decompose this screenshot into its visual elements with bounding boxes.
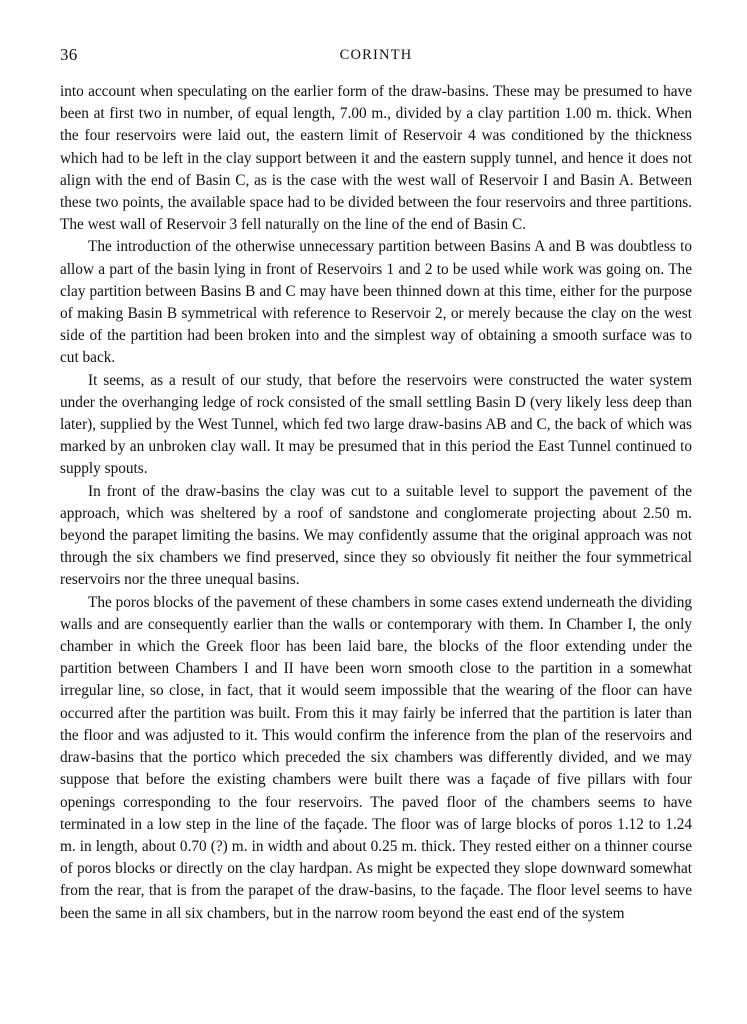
page-number: 36 <box>60 45 78 64</box>
running-title: CORINTH <box>339 47 413 63</box>
paragraph-partition-introduction: The introduction of the otherwise unnecessary partition between Basins A and B was doubtless to allow a part of the basin lying in front of Reservoirs 1 and 2 to be used while work was going on. The clay partition between Basins B and C may have been thinned down at this time, either for the purpose of making Basin B symmetrical with reference to Reservoir 2, or merely because the clay on the west side of the partition had been broken into and the simplest way of obtaining a smooth surface was to cut back. <box>60 238 692 367</box>
paragraph-study-conclusion: It seems, as a result of our study, that before the reservoirs were constructed the water system under the overhanging ledge of rock consisted of the small settling Basin D (very likely less deep than later), supplied by the West Tunnel, which fed two large draw-basins AB and C, the back of which was marked by an unbroken clay wall. It may be presumed that in this period the East Tunnel continued to supply spouts. <box>60 371 692 478</box>
page-header <box>60 44 692 68</box>
paragraph-approach: In front of the draw-basins the clay was cut to a suitable level to support the pavement of the approach, which was sheltered by a roof of sandstone and conglomerate projecting about 2.50 m. beyond the parapet limiting the basins. We may confidently assume that the original approach was not through the six chambers we find preserved, since they so obviously fit neither the four symmetrical reservoirs nor the three unequal basins. <box>60 482 692 589</box>
body-text <box>60 81 692 925</box>
paragraph-poros-blocks: The poros blocks of the pavement of these chambers in some cases extend underneath the dividing walls and are consequently earlier than the walls or contemporary with them. In Chamber I, the only chamber in which the Greek floor has been laid bare, the blocks of the floor extending under the partition between Chambers I and II have been worn smooth close to the partition in a somewhat irregular line, so close, in fact, that it would seem impossible that the wearing of the floor can have occurred after the partition was built. From this it may fairly be inferred that the partition is later than the floor and was adjusted to it. This would confirm the inference from the plan of the reservoirs and draw-basins that the portico which preceded the six chambers was differently divided, and we may suppose that before the existing chambers were built there was a façade of five pillars with four openings corresponding to the four reservoirs. The paved floor of the chambers seems to have terminated in a low step in the line of the façade. The floor was of large blocks of poros 1.12 to 1.24 m. in length, about 0.70 (?) m. in width and about 0.25 m. thick. They rested either on a thinner course of poros blocks or directly on the clay hardpan. As might be expected they slope downward somewhat from the rear, that is from the parapet of the draw-basins, to the façade. The floor level seems to have been the same in all six chambers, but in the narrow room beyond the east end of the system <box>60 593 692 922</box>
paragraph-continuation: into account when speculating on the earlier form of the draw-basins. These may be presumed to have been at first two in number, of equal length, 7.00 m., divided by a clay partition 1.00 m. thick. When the four reservoirs were laid out, the eastern limit of Reservoir 4 was conditioned by the thickness which had to be left in the clay support between it and the eastern supply tunnel, and hence it does not align with the end of Basin C, as is the case with the west wall of Reservoir I and Basin A. Between these two points, the available space had to be divided between the four reservoirs and three partitions. The west wall of Reservoir 3 fell naturally on the line of the end of Basin C. <box>60 83 692 234</box>
